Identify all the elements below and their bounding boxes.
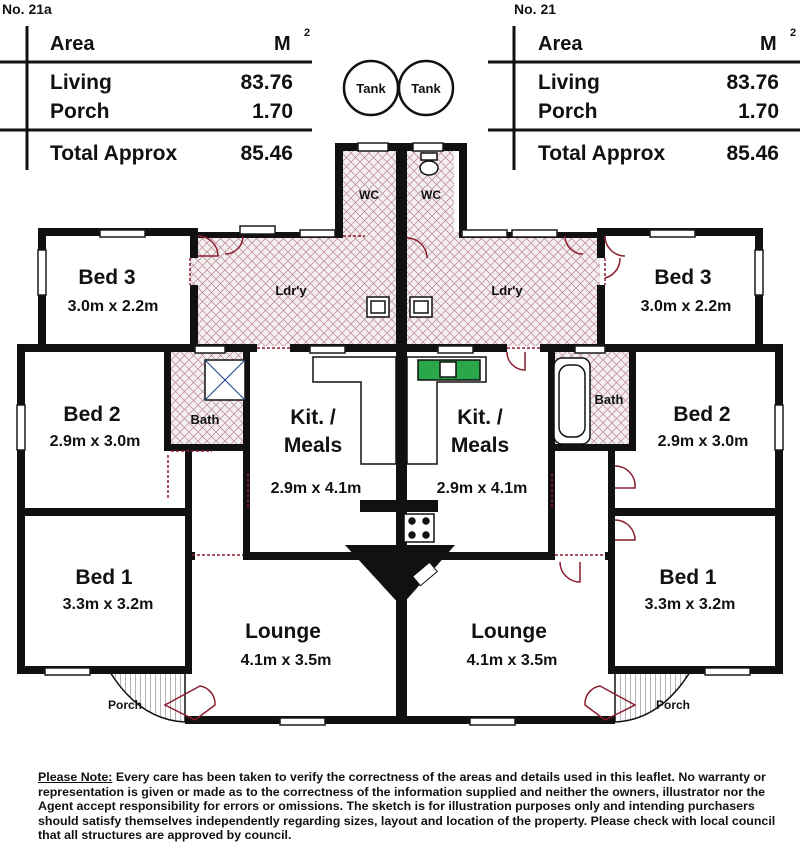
- room-bed2: Bed 2: [63, 403, 121, 426]
- room-porch: Porch: [107, 698, 143, 712]
- room-bed1: Bed 1: [75, 566, 133, 589]
- room-meals: Meals: [450, 434, 510, 457]
- total-label: Total Approx: [538, 142, 666, 165]
- room-bed1-size: 3.3m x 3.2m: [62, 596, 154, 613]
- living-value: 83.76: [726, 71, 779, 94]
- water-tanks: [344, 61, 453, 115]
- room-bed3-size: 3.0m x 2.2m: [640, 298, 732, 315]
- room-lounge: Lounge: [471, 620, 547, 643]
- porch-label: Porch: [538, 100, 598, 123]
- room-bed2: Bed 2: [673, 403, 731, 426]
- area-header-label: Area: [50, 33, 95, 55]
- unit-number-21a: No. 21a: [2, 1, 52, 17]
- room-meals: Meals: [283, 434, 343, 457]
- room-kitchen-size: 2.9m x 4.1m: [270, 480, 362, 497]
- porch-label: Porch: [50, 100, 110, 123]
- room-bed3-size: 3.0m x 2.2m: [67, 298, 159, 315]
- room-kitchen: Kit. /: [457, 406, 503, 429]
- room-laundry: Ldr'y: [491, 283, 523, 298]
- room-bed3: Bed 3: [654, 266, 712, 289]
- area-table-21: [488, 1, 800, 170]
- area-header-label: Area: [538, 33, 583, 55]
- living-label: Living: [50, 71, 112, 94]
- room-lounge-size: 4.1m x 3.5m: [466, 652, 558, 669]
- room-bed2-size: 2.9m x 3.0m: [657, 433, 749, 450]
- area-unit-power: 2: [790, 27, 797, 39]
- room-bath: Bath: [594, 392, 624, 407]
- area-header-unit: M: [760, 33, 777, 55]
- tank-label: Tank: [356, 81, 386, 96]
- total-value: 85.46: [726, 142, 779, 165]
- room-bed1-size: 3.3m x 3.2m: [644, 596, 736, 613]
- room-bed1: Bed 1: [659, 566, 717, 589]
- cooktop: [404, 514, 434, 542]
- room-kitchen: Kit. /: [290, 406, 336, 429]
- room-lounge: Lounge: [245, 620, 321, 643]
- room-wc: WC: [421, 188, 441, 202]
- area-unit-power: 2: [304, 27, 311, 39]
- room-laundry: Ldr'y: [275, 283, 307, 298]
- disclaimer: [38, 770, 778, 843]
- tank-label: Tank: [411, 81, 441, 96]
- toilet: [420, 161, 438, 175]
- room-kitchen-size: 2.9m x 4.1m: [436, 480, 528, 497]
- disclaimer-heading: Please Note:: [38, 770, 113, 784]
- area-header-unit: M: [274, 33, 291, 55]
- room-lounge-size: 4.1m x 3.5m: [240, 652, 332, 669]
- area-table-21a: [0, 1, 312, 170]
- living-label: Living: [538, 71, 600, 94]
- total-value: 85.46: [240, 142, 293, 165]
- porch-value: 1.70: [738, 100, 779, 123]
- disclaimer-text: Every care has been taken to verify the correctness of the areas and details used in this leaflet. No warranty or representation is given or made as to the correctness of the information supplied and neither the owners, illustrator nor the Agent accept responsibility for errors or omissions. The sketch is for illustration purposes only and intending purchasers should satisfy themselves independently regarding sizes, layout and location of the property. Please check with local council that all structures are approved by council.: [38, 770, 776, 843]
- unit-number-21: No. 21: [514, 1, 557, 17]
- living-value: 83.76: [240, 71, 293, 94]
- fireplace: [345, 545, 455, 606]
- room-bed2-size: 2.9m x 3.0m: [49, 433, 141, 450]
- room-bed3: Bed 3: [78, 266, 136, 289]
- room-porch: Porch: [655, 698, 691, 712]
- room-wc: WC: [359, 188, 379, 202]
- room-bath: Bath: [190, 412, 220, 427]
- total-label: Total Approx: [50, 142, 178, 165]
- porch-value: 1.70: [252, 100, 293, 123]
